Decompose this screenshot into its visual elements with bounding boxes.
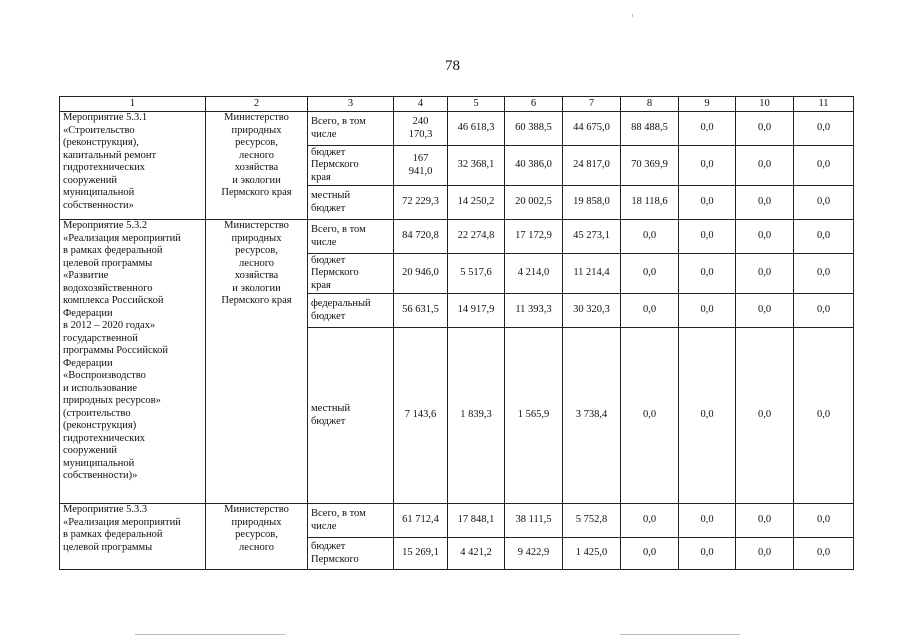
value-cell: 0,0	[736, 504, 794, 538]
value-cell: 4 214,0	[505, 254, 563, 294]
value-cell: 44 675,0	[563, 112, 621, 146]
value-cell: 40 386,0	[505, 146, 563, 186]
value-cell: 46 618,3	[448, 112, 505, 146]
value-cell: 0,0	[794, 254, 854, 294]
value-cell: 0,0	[736, 112, 794, 146]
scan-artifact	[620, 634, 740, 635]
executor-name: Министерство природных ресурсов, лесного хозяйства и экологии Пермского края	[206, 112, 308, 220]
value-cell: 0,0	[736, 328, 794, 504]
value-cell: 88 488,5	[621, 112, 679, 146]
value-cell: 19 858,0	[563, 186, 621, 220]
value-cell: 0,0	[679, 186, 736, 220]
funding-source: бюджет Пермского края	[308, 254, 394, 294]
value-cell: 0,0	[679, 112, 736, 146]
funding-source: бюджет Пермского	[308, 538, 394, 570]
value-cell: 0,0	[679, 146, 736, 186]
value-cell: 56 631,5	[394, 294, 448, 328]
value-cell: 0,0	[621, 254, 679, 294]
column-header: 5	[448, 97, 505, 112]
value-cell: 24 817,0	[563, 146, 621, 186]
column-header: 9	[679, 97, 736, 112]
measure-name: Мероприятие 5.3.1 «Строительство (реконструкция), капитальный ремонт гидротехнических сооружений муниципальной собственности»	[60, 112, 206, 220]
executor-name: Министерство природных ресурсов, лесного	[206, 504, 308, 570]
value-cell: 9 422,9	[505, 538, 563, 570]
value-cell: 0,0	[794, 112, 854, 146]
column-header: 1	[60, 97, 206, 112]
value-cell: 0,0	[621, 328, 679, 504]
value-cell: 7 143,6	[394, 328, 448, 504]
executor-name: Министерство природных ресурсов, лесного хозяйства и экологии Пермского края	[206, 220, 308, 504]
value-cell: 0,0	[679, 294, 736, 328]
value-cell: 32 368,1	[448, 146, 505, 186]
funding-source: местный бюджет	[308, 328, 394, 504]
value-cell: 5 517,6	[448, 254, 505, 294]
value-cell: 0,0	[679, 328, 736, 504]
value-cell: 38 111,5	[505, 504, 563, 538]
value-cell: 14 917,9	[448, 294, 505, 328]
budget-table	[59, 96, 854, 570]
value-cell: 1 565,9	[505, 328, 563, 504]
value-cell: 45 273,1	[563, 220, 621, 254]
value-cell: 22 274,8	[448, 220, 505, 254]
value-cell: 167 941,0	[394, 146, 448, 186]
value-cell: 84 720,8	[394, 220, 448, 254]
value-cell: 1 425,0	[563, 538, 621, 570]
value-cell: 240 170,3	[394, 112, 448, 146]
value-cell: 17 172,9	[505, 220, 563, 254]
value-cell: 0,0	[621, 294, 679, 328]
value-cell: 0,0	[736, 538, 794, 570]
value-cell: 5 752,8	[563, 504, 621, 538]
column-header: 8	[621, 97, 679, 112]
scan-artifact	[632, 14, 633, 17]
value-cell: 0,0	[794, 186, 854, 220]
measure-name: Мероприятие 5.3.2 «Реализация мероприятий в рамках федеральной целевой программы «Развитие водохозяйственного комплекса Российской Федерации в 2012 – 2020 годах» государственной программы Российской Федерации «Воспроизводство и использование природных ресурсов» (строительство (реконструкция) гидротехнических сооружений муниципальной собственности)»	[60, 220, 206, 504]
value-cell: 0,0	[679, 220, 736, 254]
value-cell: 30 320,3	[563, 294, 621, 328]
value-cell: 17 848,1	[448, 504, 505, 538]
value-cell: 0,0	[794, 294, 854, 328]
value-cell: 14 250,2	[448, 186, 505, 220]
value-cell: 4 421,2	[448, 538, 505, 570]
value-cell: 0,0	[794, 220, 854, 254]
value-cell: 0,0	[736, 254, 794, 294]
funding-source: местный бюджет	[308, 186, 394, 220]
value-cell: 0,0	[679, 538, 736, 570]
funding-source: Всего, в том числе	[308, 504, 394, 538]
value-cell: 60 388,5	[505, 112, 563, 146]
funding-source: Всего, в том числе	[308, 112, 394, 146]
table-row	[60, 220, 854, 254]
value-cell: 20 946,0	[394, 254, 448, 294]
value-cell: 0,0	[679, 254, 736, 294]
scan-artifact	[135, 634, 285, 635]
value-cell: 0,0	[736, 220, 794, 254]
value-cell: 0,0	[794, 146, 854, 186]
value-cell: 70 369,9	[621, 146, 679, 186]
value-cell: 0,0	[736, 186, 794, 220]
funding-source: бюджет Пермского края	[308, 146, 394, 186]
value-cell: 15 269,1	[394, 538, 448, 570]
value-cell: 0,0	[679, 504, 736, 538]
table-row	[60, 112, 854, 146]
value-cell: 0,0	[621, 538, 679, 570]
value-cell: 0,0	[794, 328, 854, 504]
value-cell: 61 712,4	[394, 504, 448, 538]
value-cell: 1 839,3	[448, 328, 505, 504]
value-cell: 72 229,3	[394, 186, 448, 220]
value-cell: 0,0	[794, 504, 854, 538]
value-cell: 0,0	[736, 146, 794, 186]
table-row	[60, 504, 854, 538]
funding-source: Всего, в том числе	[308, 220, 394, 254]
value-cell: 11 393,3	[505, 294, 563, 328]
column-header: 7	[563, 97, 621, 112]
value-cell: 11 214,4	[563, 254, 621, 294]
value-cell: 18 118,6	[621, 186, 679, 220]
column-header: 6	[505, 97, 563, 112]
value-cell: 0,0	[794, 538, 854, 570]
value-cell: 0,0	[621, 220, 679, 254]
column-header: 3	[308, 97, 394, 112]
value-cell: 20 002,5	[505, 186, 563, 220]
value-cell: 3 738,4	[563, 328, 621, 504]
column-header: 10	[736, 97, 794, 112]
page-number: 78	[445, 58, 460, 74]
column-header: 2	[206, 97, 308, 112]
column-number-row	[60, 97, 854, 112]
column-header: 11	[794, 97, 854, 112]
value-cell: 0,0	[621, 504, 679, 538]
column-header: 4	[394, 97, 448, 112]
funding-source: федеральный бюджет	[308, 294, 394, 328]
measure-name: Мероприятие 5.3.3 «Реализация мероприятий в рамках федеральной целевой программы	[60, 504, 206, 570]
value-cell: 0,0	[736, 294, 794, 328]
